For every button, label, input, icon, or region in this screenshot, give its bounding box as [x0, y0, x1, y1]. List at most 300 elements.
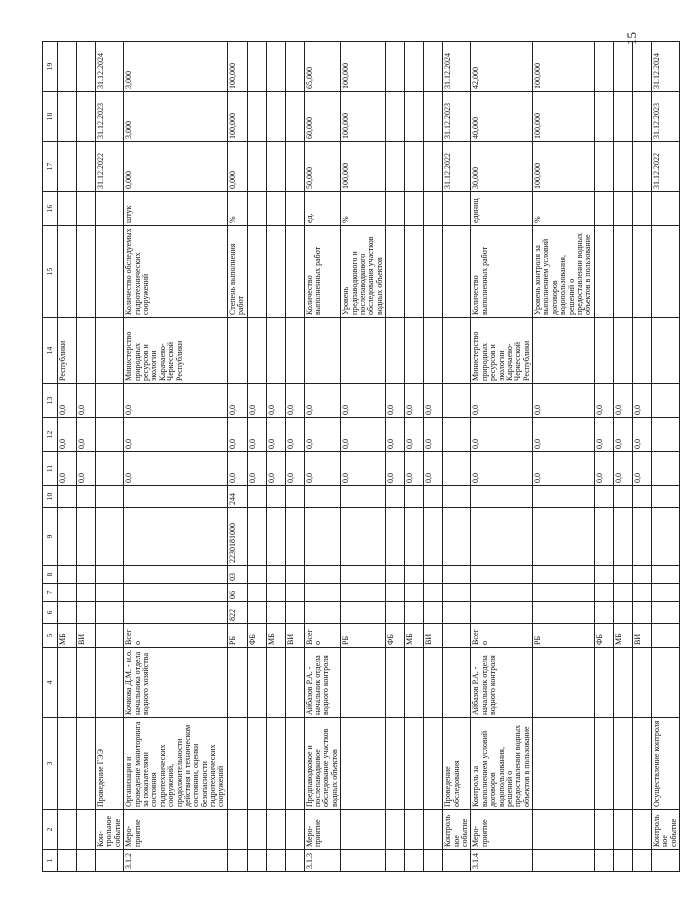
table-cell — [424, 508, 443, 566]
table-cell — [285, 850, 304, 872]
table-row — [124, 42, 228, 872]
table-cell: Кон-трольное событие — [96, 810, 124, 850]
table-cell — [594, 566, 613, 584]
table-row — [533, 42, 595, 872]
table-cell: 0,0 — [77, 418, 96, 452]
table-cell — [424, 602, 443, 624]
table-cell — [613, 508, 632, 566]
table-cell — [386, 42, 405, 92]
table-cell — [247, 192, 266, 226]
table-cell: 31.12.2022 — [96, 142, 124, 192]
table-cell: 0,0 — [424, 452, 443, 486]
column-number-cell: 9 — [43, 508, 58, 566]
table-cell: 40,000 — [471, 92, 533, 142]
table-cell: МБ — [613, 624, 632, 648]
table-cell — [651, 486, 679, 508]
table-cell — [443, 318, 471, 384]
table-cell: 31.12.2023 — [651, 92, 679, 142]
table-cell — [96, 508, 124, 566]
table-cell — [227, 810, 247, 850]
table-cell: Количество выполненных работ — [471, 226, 533, 318]
table-cell — [651, 384, 679, 418]
table-cell — [77, 584, 96, 602]
table-cell — [247, 508, 266, 566]
column-number-cell: 7 — [43, 584, 58, 602]
table-cell — [96, 452, 124, 486]
table-cell: Проведение ГЭЭ — [96, 718, 124, 810]
table-cell — [632, 648, 651, 718]
table-cell — [124, 566, 228, 584]
table-cell — [594, 718, 613, 810]
table-cell — [632, 92, 651, 142]
table-cell — [613, 142, 632, 192]
table-cell — [124, 602, 228, 624]
table-row — [77, 42, 96, 872]
table-cell — [443, 486, 471, 508]
table-cell — [386, 810, 405, 850]
table-cell — [58, 142, 77, 192]
table-cell — [613, 850, 632, 872]
table-cell — [266, 192, 285, 226]
table-cell — [77, 142, 96, 192]
table-cell — [77, 718, 96, 810]
table-cell — [443, 452, 471, 486]
table-cell — [266, 42, 285, 92]
table-cell — [613, 584, 632, 602]
table-cell — [58, 850, 77, 872]
table-cell: штук — [124, 192, 228, 226]
table-cell — [594, 92, 613, 142]
table-cell — [424, 318, 443, 384]
table-cell — [424, 584, 443, 602]
table-cell — [405, 602, 424, 624]
table-cell — [266, 486, 285, 508]
rotated-table-wrapper — [42, 52, 678, 872]
table-row — [443, 42, 471, 872]
table-cell — [96, 486, 124, 508]
table-cell: 0,0 — [266, 384, 285, 418]
table-row — [266, 42, 285, 872]
table-cell: 60,000 — [304, 92, 341, 142]
column-number-cell: 14 — [43, 318, 58, 384]
table-cell: 0,0 — [386, 418, 405, 452]
table-cell — [77, 566, 96, 584]
table-cell — [405, 318, 424, 384]
table-cell — [247, 584, 266, 602]
table-cell — [443, 584, 471, 602]
table-cell — [96, 584, 124, 602]
table-cell — [227, 318, 247, 384]
table-cell — [594, 584, 613, 602]
table-cell — [124, 486, 228, 508]
table-cell — [594, 226, 613, 318]
table-cell: 100,000 — [341, 92, 386, 142]
table-cell — [247, 486, 266, 508]
table-cell — [266, 92, 285, 142]
table-cell: 0,0 — [594, 452, 613, 486]
table-cell: 31.12.2024 — [96, 42, 124, 92]
table-cell: 50,000 — [304, 142, 341, 192]
table-cell — [285, 486, 304, 508]
table-cell — [405, 566, 424, 584]
table-cell — [285, 318, 304, 384]
table-cell — [405, 42, 424, 92]
document-page — [42, 52, 678, 872]
table-row — [341, 42, 386, 872]
table-cell: Количество обследуемых гидротехнических сооружений — [124, 226, 228, 318]
table-cell — [443, 566, 471, 584]
table-cell: Кочкова Д.М. - и.о. начальника отдела водного хозяйства — [124, 648, 228, 718]
table-cell — [285, 142, 304, 192]
table-cell — [247, 142, 266, 192]
table-cell — [424, 810, 443, 850]
table-cell: 100,000 — [341, 42, 386, 92]
table-cell — [285, 584, 304, 602]
table-cell — [533, 566, 595, 584]
table-cell — [651, 452, 679, 486]
table-cell: Министерство природных ресурсов и экологии Карачаево-Черкесской Республики — [471, 318, 533, 384]
table-cell: 0,0 — [266, 418, 285, 452]
table-row — [405, 42, 424, 872]
table-cell — [632, 850, 651, 872]
table-cell — [613, 192, 632, 226]
table-cell: Всего — [304, 624, 341, 648]
column-number-cell: 6 — [43, 602, 58, 624]
table-cell — [594, 42, 613, 92]
table-cell: 0,0 — [405, 384, 424, 418]
table-cell: 0,0 — [471, 418, 533, 452]
table-cell — [285, 648, 304, 718]
table-cell — [471, 508, 533, 566]
table-cell: ФБ — [386, 624, 405, 648]
table-cell — [58, 486, 77, 508]
column-number-cell: 17 — [43, 142, 58, 192]
table-cell — [77, 486, 96, 508]
table-row — [227, 42, 247, 872]
table-cell — [424, 648, 443, 718]
column-number-cell: 2 — [43, 810, 58, 850]
table-cell — [285, 508, 304, 566]
table-cell — [594, 602, 613, 624]
table-cell — [443, 602, 471, 624]
table-cell: 0,0 — [58, 452, 77, 486]
table-cell — [405, 142, 424, 192]
table-cell — [386, 718, 405, 810]
table-cell — [533, 602, 595, 624]
table-cell — [632, 718, 651, 810]
table-cell — [613, 318, 632, 384]
table-cell — [96, 648, 124, 718]
table-cell — [304, 584, 341, 602]
table-cell: % — [533, 192, 595, 226]
table-cell — [96, 602, 124, 624]
table-row — [247, 42, 266, 872]
table-cell: 2230181000 — [227, 508, 247, 566]
table-cell — [443, 192, 471, 226]
table-cell — [533, 810, 595, 850]
table-cell: Меро-приятие — [124, 810, 228, 850]
table-cell: 0,0 — [341, 452, 386, 486]
column-number-cell: 8 — [43, 566, 58, 584]
table-cell — [77, 508, 96, 566]
table-cell — [96, 624, 124, 648]
table-cell — [77, 42, 96, 92]
table-row — [304, 42, 341, 872]
table-cell: 0,000 — [124, 142, 228, 192]
table-cell: Осуществление контроля — [651, 718, 679, 810]
table-cell: 822 — [227, 602, 247, 624]
table-cell: 0,0 — [632, 418, 651, 452]
table-cell: 30,000 — [471, 142, 533, 192]
table-cell: 31.12.2024 — [443, 42, 471, 92]
table-cell — [651, 584, 679, 602]
table-cell — [533, 486, 595, 508]
table-cell — [341, 566, 386, 584]
table-cell — [266, 142, 285, 192]
table-cell — [341, 602, 386, 624]
table-cell — [386, 508, 405, 566]
table-cell: единиц — [471, 192, 533, 226]
table-cell — [594, 486, 613, 508]
table-cell — [405, 648, 424, 718]
table-cell — [77, 92, 96, 142]
column-number-cell: 18 — [43, 92, 58, 142]
table-cell — [405, 810, 424, 850]
table-cell: 0,0 — [613, 452, 632, 486]
table-row — [424, 42, 443, 872]
table-cell — [77, 192, 96, 226]
column-number-cell: 16 — [43, 192, 58, 226]
table-cell — [424, 226, 443, 318]
table-cell — [58, 648, 77, 718]
table-cell — [386, 648, 405, 718]
table-cell: МБ — [405, 624, 424, 648]
table-cell: 0,0 — [285, 384, 304, 418]
table-cell — [386, 226, 405, 318]
table-cell — [651, 418, 679, 452]
table-cell — [341, 318, 386, 384]
table-cell: Степень выполнения работ — [227, 226, 247, 318]
table-cell — [443, 508, 471, 566]
table-cell — [424, 850, 443, 872]
table-cell — [632, 226, 651, 318]
table-cell: ВИ — [424, 624, 443, 648]
table-cell — [443, 226, 471, 318]
table-cell: 0,0 — [386, 452, 405, 486]
table-cell: 0,0 — [386, 384, 405, 418]
page-number: 15 — [624, 32, 639, 45]
table-cell — [424, 566, 443, 584]
table-cell: 0,0 — [471, 452, 533, 486]
table-cell — [304, 602, 341, 624]
table-cell — [285, 718, 304, 810]
table-cell — [77, 226, 96, 318]
table-cell — [594, 648, 613, 718]
table-cell — [58, 566, 77, 584]
table-cell — [96, 384, 124, 418]
table-cell — [341, 508, 386, 566]
table-cell — [533, 584, 595, 602]
table-cell — [443, 648, 471, 718]
table-cell: РБ — [227, 624, 247, 648]
column-number-cell: 10 — [43, 486, 58, 508]
table-cell: ФБ — [594, 624, 613, 648]
table-cell: 0,0 — [594, 418, 613, 452]
table-cell: 0,0 — [124, 384, 228, 418]
table-cell — [405, 226, 424, 318]
table-cell — [632, 142, 651, 192]
table-cell — [96, 318, 124, 384]
table-cell — [247, 42, 266, 92]
table-row — [613, 42, 632, 872]
table-cell — [613, 226, 632, 318]
table-cell: Контроль за выполнением условий договоров водопользования, решений о предоставлении водных объектов в пользование — [471, 718, 533, 810]
table-cell — [533, 648, 595, 718]
table-cell — [632, 42, 651, 92]
table-cell — [405, 508, 424, 566]
table-cell: 3.1.3 — [304, 850, 341, 872]
table-cell: 0,0 — [424, 418, 443, 452]
program-measures-table — [42, 41, 680, 872]
table-cell — [594, 142, 613, 192]
table-cell — [632, 810, 651, 850]
table-cell — [405, 850, 424, 872]
table-cell: 0,0 — [405, 452, 424, 486]
table-cell — [58, 192, 77, 226]
table-cell — [632, 566, 651, 584]
table-cell — [651, 648, 679, 718]
column-number-cell: 5 — [43, 624, 58, 648]
table-cell: 42,000 — [471, 42, 533, 92]
table-cell — [386, 566, 405, 584]
table-cell: 0,0 — [632, 384, 651, 418]
table-cell — [613, 648, 632, 718]
table-cell: 0,0 — [341, 384, 386, 418]
table-cell — [285, 810, 304, 850]
table-cell — [651, 226, 679, 318]
table-cell: 0,0 — [285, 418, 304, 452]
table-cell — [533, 318, 595, 384]
table-cell — [304, 318, 341, 384]
column-number-cell: 4 — [43, 648, 58, 718]
column-number-cell: 15 — [43, 226, 58, 318]
table-cell: % — [227, 192, 247, 226]
table-cell — [533, 718, 595, 810]
table-cell: 0,0 — [227, 452, 247, 486]
table-cell — [247, 850, 266, 872]
table-cell: Айбазов Р.А. - начальник отдела водного контроля — [471, 648, 533, 718]
table-cell — [285, 92, 304, 142]
table-cell — [304, 486, 341, 508]
table-cell — [594, 508, 613, 566]
table-cell — [533, 508, 595, 566]
table-cell — [651, 566, 679, 584]
table-cell — [651, 850, 679, 872]
table-cell: 0,0 — [304, 384, 341, 418]
table-cell — [443, 384, 471, 418]
column-number-cell: 11 — [43, 452, 58, 486]
table-cell: РБ — [533, 624, 595, 648]
table-cell: Всего — [124, 624, 228, 648]
table-cell — [96, 418, 124, 452]
table-cell — [405, 92, 424, 142]
table-cell — [227, 648, 247, 718]
table-cell: 100,000 — [341, 142, 386, 192]
table-cell: Контрольное событие — [651, 810, 679, 850]
table-cell — [386, 584, 405, 602]
table-cell — [58, 508, 77, 566]
table-cell — [285, 226, 304, 318]
table-cell — [96, 226, 124, 318]
table-cell — [443, 624, 471, 648]
table-cell: 06 — [227, 584, 247, 602]
column-number-cell: 19 — [43, 42, 58, 92]
column-number-cell: 3 — [43, 718, 58, 810]
table-cell — [124, 508, 228, 566]
table-cell: МБ — [58, 624, 77, 648]
table-cell: 0,0 — [124, 452, 228, 486]
table-cell: Всего — [471, 624, 533, 648]
table-cell — [58, 42, 77, 92]
table-cell — [386, 602, 405, 624]
table-cell: Контрольное событие — [443, 810, 471, 850]
table-cell — [304, 508, 341, 566]
table-cell — [266, 648, 285, 718]
table-cell — [341, 584, 386, 602]
table-cell — [266, 584, 285, 602]
table-cell — [266, 508, 285, 566]
table-cell: Меро-приятие — [471, 810, 533, 850]
table-cell: 100,000 — [227, 92, 247, 142]
table-cell — [285, 566, 304, 584]
table-cell: 100,000 — [533, 142, 595, 192]
table-cell — [405, 584, 424, 602]
table-cell — [77, 602, 96, 624]
table-cell — [594, 192, 613, 226]
table-cell — [613, 486, 632, 508]
table-cell — [227, 718, 247, 810]
table-cell — [341, 648, 386, 718]
table-cell: 65,000 — [304, 42, 341, 92]
table-cell — [247, 566, 266, 584]
table-cell — [341, 810, 386, 850]
table-cell: 31.12.2022 — [651, 142, 679, 192]
column-number-cell: 12 — [43, 418, 58, 452]
table-cell — [651, 624, 679, 648]
table-cell — [124, 584, 228, 602]
table-cell: 0,0 — [533, 452, 595, 486]
table-cell — [58, 602, 77, 624]
table-cell: 0,0 — [247, 384, 266, 418]
table-row — [386, 42, 405, 872]
table-cell: 0,0 — [632, 452, 651, 486]
table-cell — [405, 718, 424, 810]
table-cell: 100,000 — [533, 92, 595, 142]
table-cell: 0,0 — [533, 418, 595, 452]
table-cell: 100,000 — [533, 42, 595, 92]
table-cell: 0,0 — [77, 452, 96, 486]
table-cell — [266, 318, 285, 384]
table-cell: Уровень контроля за выполнением условий договоров водопользования, решений о предоставлении водных объектов в пользование — [533, 226, 595, 318]
table-cell — [594, 318, 613, 384]
table-cell — [632, 508, 651, 566]
table-cell: 0,0 — [471, 384, 533, 418]
table-cell — [471, 486, 533, 508]
table-cell — [58, 584, 77, 602]
table-cell — [651, 192, 679, 226]
table-cell: 0,0 — [247, 452, 266, 486]
table-cell: 0,0 — [227, 418, 247, 452]
